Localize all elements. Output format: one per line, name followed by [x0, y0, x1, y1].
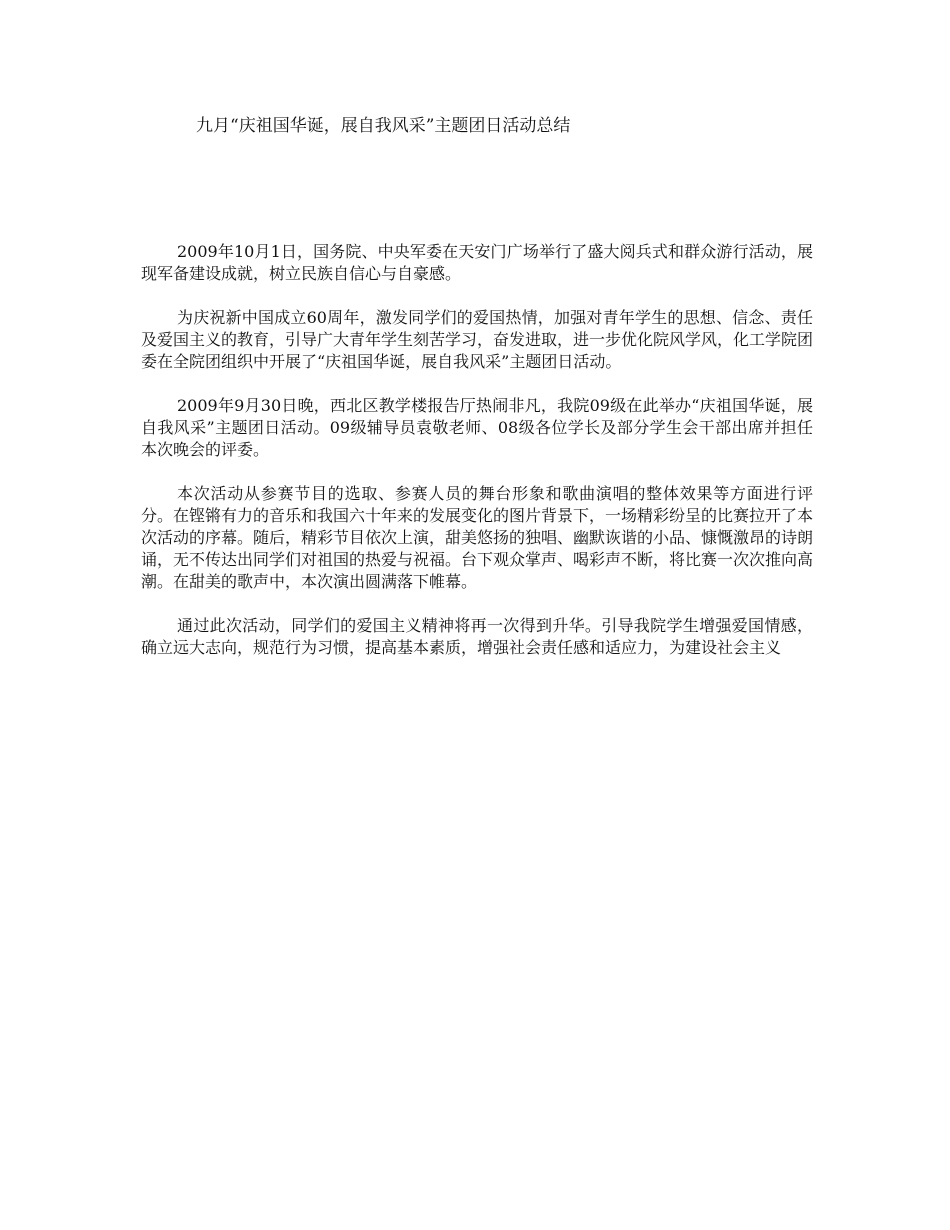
paragraph-2: 为庆祝新中国成立60周年，激发同学们的爱国热情，加强对青年学生的思想、信念、责任及爱国主义的教育，引导广大青年学生刻苦学习，奋发进取，进一步优化院风学风，化工学院团委在全院团组织中开展了“庆祖国华诞，展自我风采”主题团日活动。 — [141, 308, 814, 371]
paragraph-1: 2009年10月1日，国务院、中央军委在天安门广场举行了盛大阅兵式和群众游行活动，展现军备建设成就，树立民族自信心与自豪感。 — [141, 242, 813, 283]
paragraph-4: 本次活动从参赛节目的选取、参赛人员的舞台形象和歌曲演唱的整体效果等方面进行评分。在铿锵有力的音乐和我国六十年来的发展变化的图片背景下，一场精彩纷呈的比赛拉开了本次活动的序幕。随后，精彩节目依次上演，甜美悠扬的独唱、幽默诙谐的小品、慷慨激昂的诗朗诵，无不传达出同学们对祖国的热爱与祝福。台下观众掌声、喝彩声不断，将比赛一次次推向高潮。在甜美的歌声中，本次演出圆满落下帷幕。 — [141, 484, 814, 591]
paragraph-5: 通过此次活动，同学们的爱国主义精神将再一次得到升华。引导我院学生增强爱国情感，确立远大志向，规范行为习惯，提高基本素质，增强社会责任感和适应力，为建设社会主义 — [141, 616, 813, 657]
paragraph-3: 2009年9月30日晚，西北区教学楼报告厅热闹非凡，我院09级在此举办“庆祖国华诞，展自我风采”主题团日活动。09级辅导员袁敬老师、08级各位学长及部分学生会干部出席并担任本次晚会的评委。 — [141, 396, 813, 459]
document-body — [141, 241, 813, 681]
document-title: 九月“庆祖国华诞，展自我风采”主题团日活动总结 — [196, 116, 571, 136]
